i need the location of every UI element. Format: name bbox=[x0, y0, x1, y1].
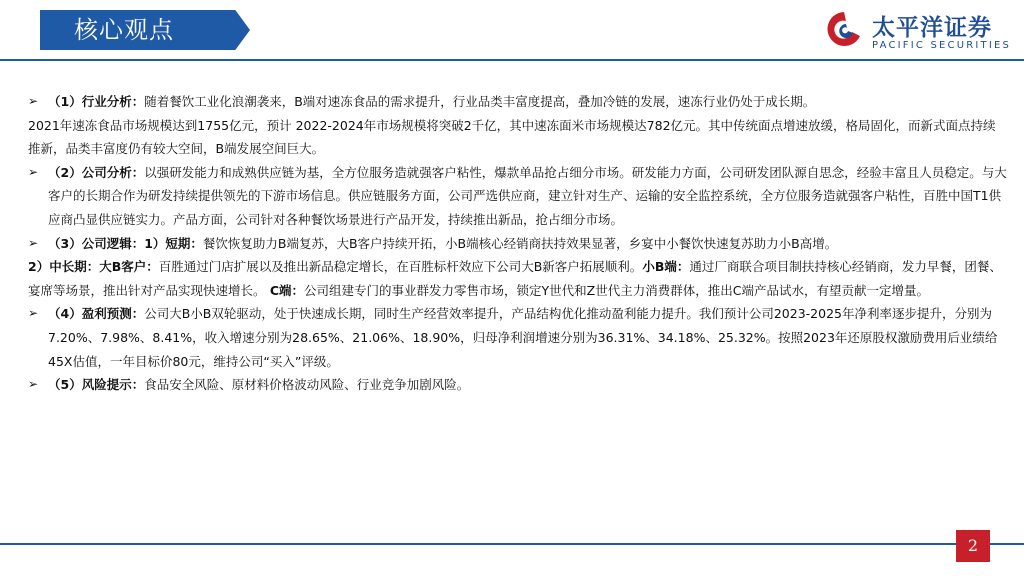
short-term-label: 1）短期： bbox=[144, 235, 203, 251]
c-end-text: 公司组建专门的事业群发力零售市场，锁定Y世代和Z世代主力消费群体，推出C端产品试水，有望贡献一定增量。 bbox=[304, 282, 929, 298]
c-end-label: C端： bbox=[265, 282, 305, 298]
page-number: 2 bbox=[956, 530, 990, 562]
section-text: 食品安全风险、原材料价格波动风险、行业竞争加剧风险。 bbox=[144, 377, 470, 393]
section-heading: （1）行业分析： bbox=[48, 94, 145, 109]
small-b-label: 小B端： bbox=[642, 259, 690, 275]
section-text: 2021年速冻食品市场规模达到1755亿元，预计 2022-2024年市场规模将突破2千亿，其中速冻面米市场规模达782亿元。其中传统面点增速放缓，格局固化，而新式面点持续推新，品类丰富度仍有较大空间，B端发展空间巨大。 bbox=[28, 117, 996, 157]
section-logic-continued bbox=[28, 255, 1008, 302]
section-text: 以强研发能力和成熟供应链为基，全方位服务造就强客户粘性，爆款单品抢占细分市场。研发能力方面，公司研发团队源自思念，经验丰富且人员稳定。与大客户的长期合作为研发持续提供领先的下游市场信息。供应链服务方面，公司严选供应商，建立针对生产、运输的安全监控系统，全方位服务造就强客户粘性，百胜中国T1供应商凸显供应链实力。产品方面，公司针对各种餐饮场景进行产品开发，持续推出新品，抢占细分市场。 bbox=[48, 164, 1007, 227]
arrow-bullet-icon: ➢ bbox=[28, 377, 39, 392]
section-risk bbox=[28, 373, 1008, 397]
section-heading: （2）公司分析： bbox=[48, 164, 145, 180]
long-term-text: 百胜通过门店扩展以及推出新品稳定增长，在百胜标杆效应下公司大B新客户拓展顺利。 bbox=[158, 259, 643, 275]
short-term-text: 餐饮恢复助力B端复苏，大B客户持续开拓，小B端核心经销商扶持效果显著，乡宴中小餐饮快速复苏助力小B高增。 bbox=[202, 235, 838, 251]
footer-divider bbox=[0, 543, 1024, 545]
arrow-bullet-icon: ➢ bbox=[28, 164, 39, 179]
section-company bbox=[28, 161, 1008, 232]
section-forecast bbox=[28, 302, 1008, 373]
page-title: 核心观点 bbox=[74, 16, 174, 44]
section-text: 公司大B小B双轮驱动，处于快速成长期，同时生产经营效率提升，产品结构优化推动盈利能力提升。我们预计公司2023-2025年净利率逐步提升，分别为7.20%、7.98%、8.41%，收入增速分别为28.65%、21.06%、18.90%，归母净利润增速分别为36.31%、34.18%、25.32%。按照2023年还原股权激励费用后业绩给45X估值，一年目标价80元，维持公司“买入”评级。 bbox=[48, 306, 998, 369]
section-heading: （5）风险提示： bbox=[48, 377, 145, 393]
section-industry-continued bbox=[28, 114, 1008, 161]
arrow-bullet-icon: ➢ bbox=[28, 235, 39, 250]
arrow-bullet-icon: ➢ bbox=[28, 94, 39, 108]
logo-name-cn: 太平洋证券 bbox=[872, 15, 992, 41]
section-industry bbox=[28, 90, 1008, 114]
small-b-text: 通过厂商联合项目制扶持核心经销商，发力早餐，团餐、宴席等场景，推出针对产品实现快速增长。 bbox=[28, 259, 1002, 298]
section-logic bbox=[28, 232, 1008, 256]
section-heading: （3）公司逻辑： bbox=[48, 235, 145, 251]
long-term-label: 2）中长期：大B客户： bbox=[28, 259, 159, 275]
logo-name-en: PACIFIC SECURITIES bbox=[872, 40, 1012, 51]
section-text: 随着餐饮工业化浪潮袭来，B端对速冻食品的需求提升，行业品类丰富度提高，叠加冷链的发展，速冻行业仍处于成长期。 bbox=[144, 94, 816, 109]
core-viewpoints bbox=[28, 90, 1008, 397]
section-heading: （4）盈利预测： bbox=[48, 306, 145, 322]
company-logo bbox=[826, 6, 1016, 56]
header-divider bbox=[0, 59, 1024, 61]
arrow-bullet-icon: ➢ bbox=[28, 306, 39, 321]
pacific-securities-logo-icon bbox=[826, 10, 862, 50]
